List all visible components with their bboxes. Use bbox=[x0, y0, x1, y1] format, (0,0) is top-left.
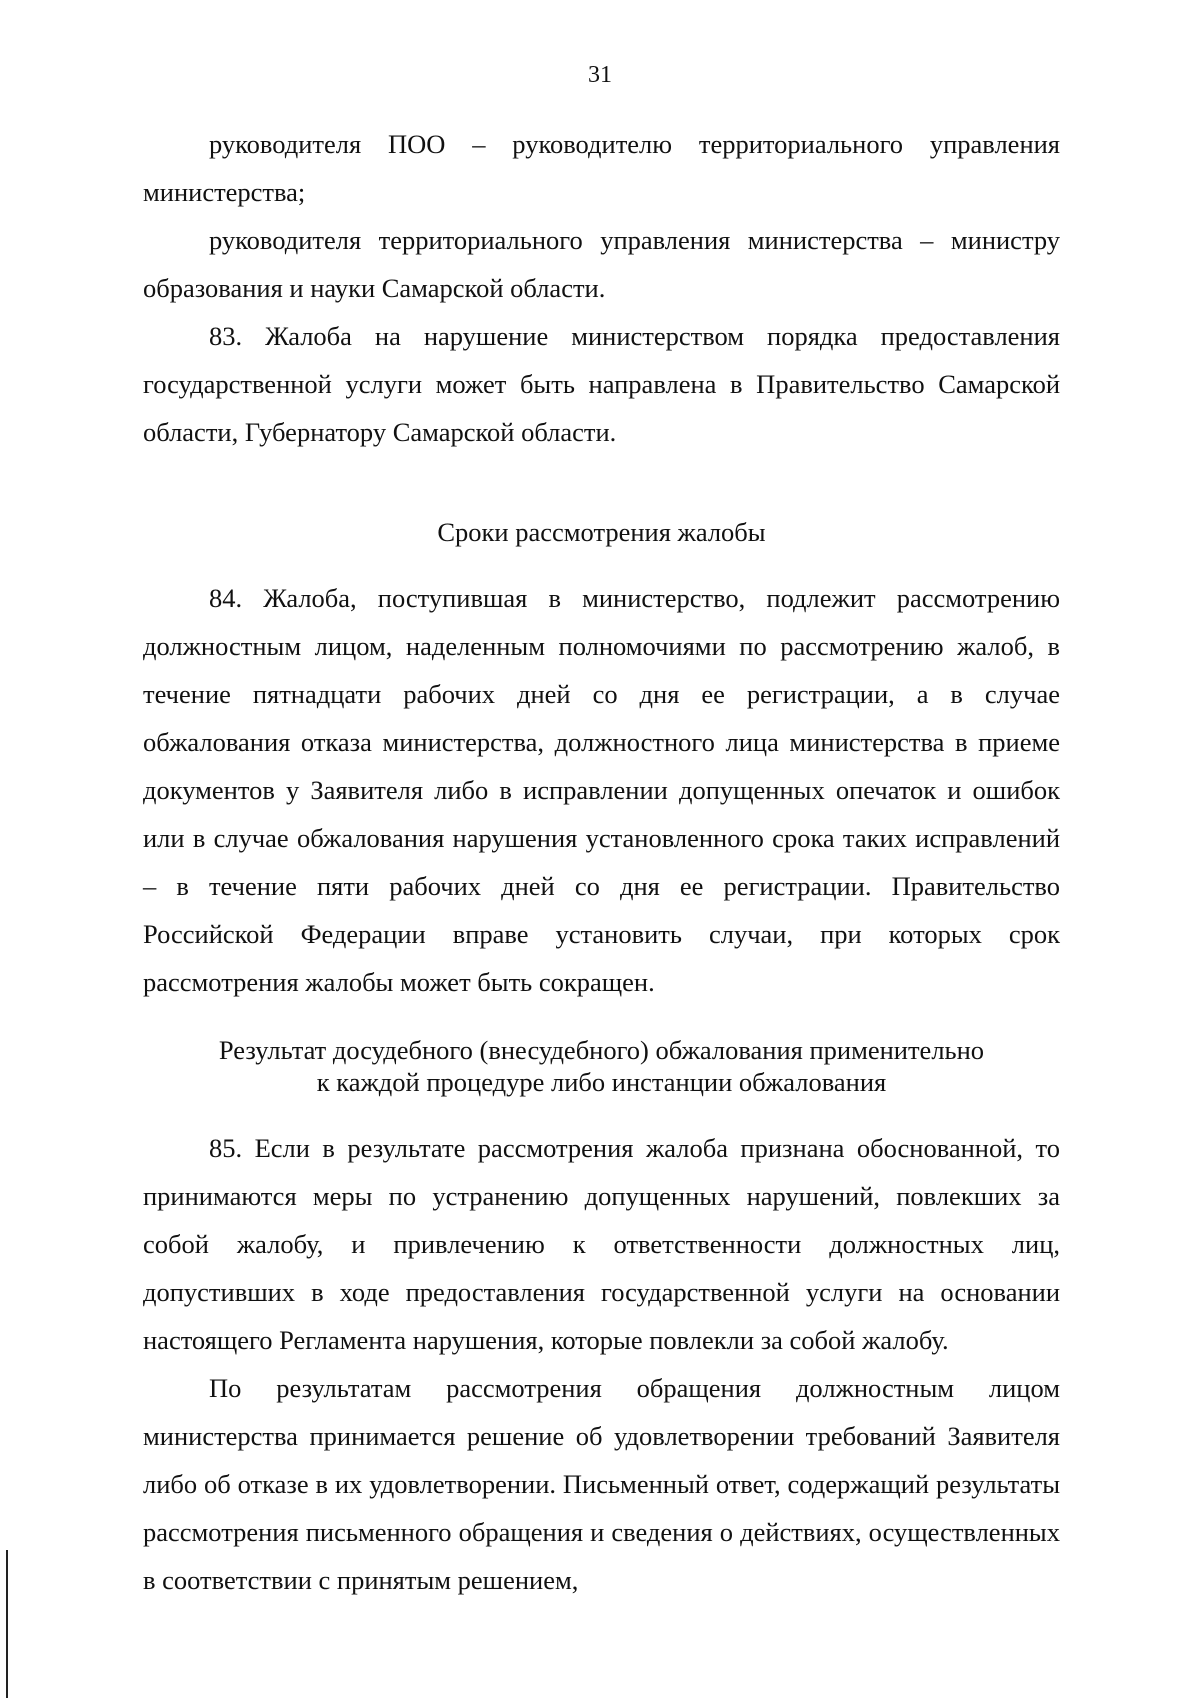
section-heading-review-terms: Сроки рассмотрения жалобы bbox=[437, 517, 766, 547]
paragraph-recipient-2: руководителя территориального управления министерства – министру образования и науки Самарской области. bbox=[143, 225, 1060, 303]
page-number: 31 bbox=[588, 62, 612, 88]
section-heading-appeal-result bbox=[143, 1034, 1060, 1098]
paragraph-decision: По результатам рассмотрения обращения должностным лицом министерства принимается решение об удовлетворении требований Заявителя либо об отказе в их удовлетворении. Письменный ответ, содержащий результаты рассмотрения письменного обращения и сведения о действиях, осуществленных в соответствии с принятым решением, bbox=[143, 1373, 1060, 1595]
margin-rule bbox=[6, 1550, 8, 1698]
paragraph-recipient-1: руководителя ПОО – руководителю территориального управления министерства; bbox=[143, 129, 1060, 207]
section-heading-line-1: Результат досудебного (внесудебного) обжалования применительно bbox=[218, 1035, 985, 1065]
paragraph-85: 85. Если в результате рассмотрения жалоба признана обоснованной, то принимаются меры по устранению допущенных нарушений, повлекших за собой жалобу, и привлечению к ответственности должностных лиц, допустивших в ходе предоставления государственной услуги на основании настоящего Регламента нарушения, которые повлекли за собой жалобу. bbox=[143, 1133, 1060, 1355]
paragraph-84: 84. Жалоба, поступившая в министерство, подлежит рассмотрению должностным лицом, наделенным полномочиями по рассмотрению жалоб, в течение пятнадцати рабочих дней со дня ее регистрации, а в случае обжалования отказа министерства, должностного лица министерства в приеме документов у Заявителя либо в исправлении допущенных опечаток и ошибок или в случае обжалования нарушения установленного срока таких исправлений – в течение пяти рабочих дней со дня ее регистрации. Правительство Российской Федерации вправе установить случаи, при которых срок рассмотрения жалобы может быть сокращен. bbox=[143, 583, 1060, 997]
section-heading-line-2: к каждой процедуре либо инстанции обжалования bbox=[316, 1067, 887, 1097]
paragraph-83: 83. Жалоба на нарушение министерством порядка предоставления государственной услуги может быть направлена в Правительство Самарской области, Губернатору Самарской области. bbox=[143, 321, 1060, 447]
